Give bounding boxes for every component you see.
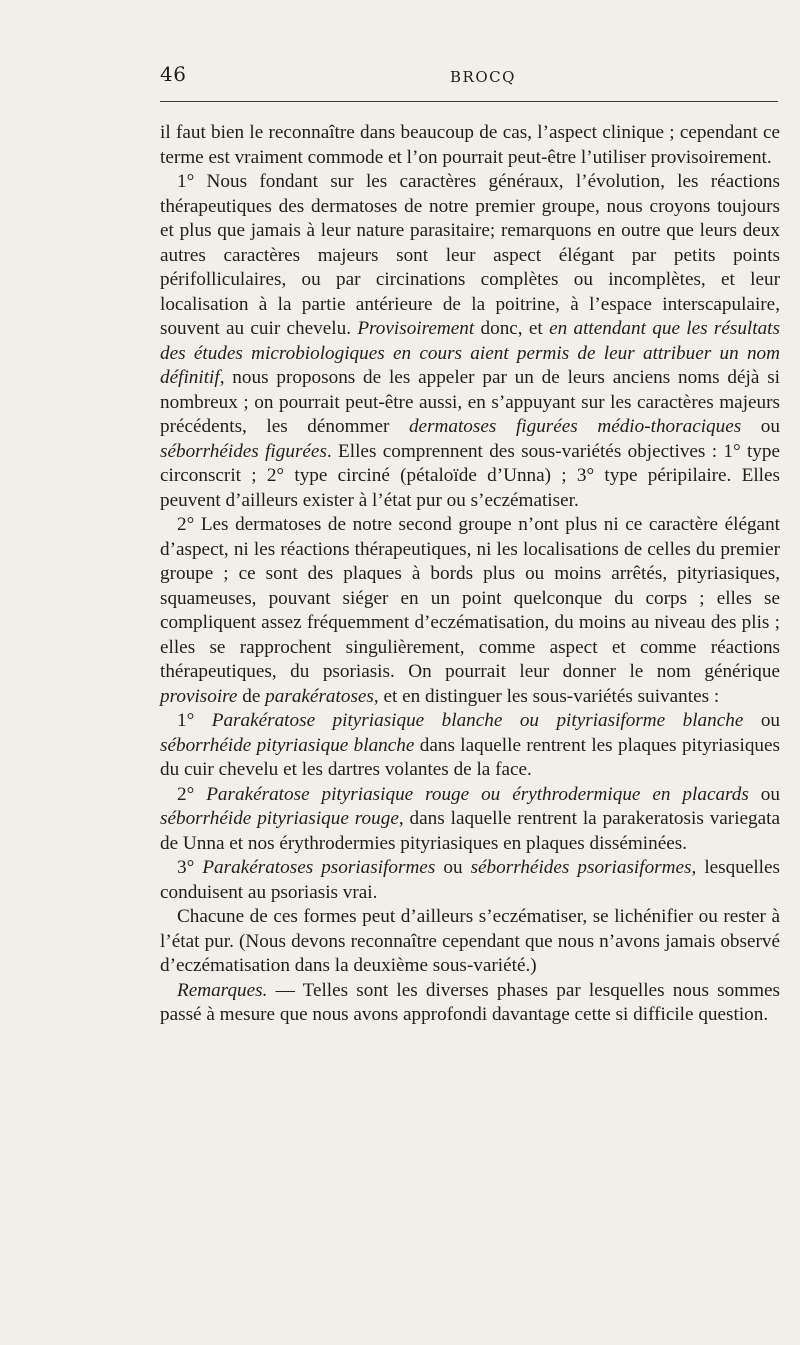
text-run: . Elles comprennent des sous-variétés objectives : 1° type circonscrit ; 2° type circiné (pétaloïde d’Unna) ; 3° type péripilaire. Elles peuvent d’ailleurs exister à l’état pur ou s’eczématiser. — [160, 440, 781, 511]
paragraph — [160, 905, 780, 979]
header-rule — [160, 101, 778, 102]
text-run: ou — [743, 710, 781, 731]
text-run: Chacune de ces formes peut d’ailleurs s’eczématiser, se lichénifier ou rester à l’état pur. (Nous devons reconnaître cependant que nous n’avons jamais observé d’eczématisation dans la deuxième sous-variété.) — [160, 906, 780, 976]
italic-text: séborrhéide pityriasique rouge — [160, 808, 399, 829]
text-run: , nous proposons de les appeler par un de leurs anciens noms déjà si nombreux ; on pourrait peut-être aussi, en s’appuyant sur les caractères majeurs précédents, les dénommer — [160, 367, 780, 437]
italic-text: provisoire — [160, 685, 238, 707]
running-head: BROCQ — [450, 68, 516, 86]
paragraph — [160, 513, 780, 709]
page-number: 46 — [160, 62, 187, 86]
italic-text: séborrhéides psoriasiformes — [470, 857, 692, 878]
paragraph — [160, 856, 780, 905]
italic-text: Remarques. — [177, 979, 268, 1001]
text-run: 2° — [177, 783, 207, 805]
paragraph — [160, 709, 780, 783]
paragraph — [160, 170, 780, 513]
text-run: 3° — [177, 857, 203, 878]
italic-text: séborrhéides figurées — [160, 440, 327, 462]
italic-text: en attendant que les résultats des études microbiologiques en cours aient permis de leur attribuer un nom définitif — [160, 318, 780, 388]
text-run: il faut bien le reconnaître dans beaucoup de cas, l’aspect clinique ; cependant ce terme est vraiment commode et l’on pourrait peut-être l’utiliser provisoirement. — [160, 122, 780, 168]
italic-text: Parakératose pityriasique rouge ou érythrodermique en placards — [206, 783, 749, 805]
page-header — [160, 62, 780, 102]
text-run: 1° — [177, 710, 212, 731]
text-run: , dans laquelle rentrent la parakeratosis variegata de Unna et nos érythrodermies pityriasiques en plaques disséminées. — [160, 808, 781, 854]
text-run: donc, et — [474, 318, 550, 339]
italic-text: parakératoses — [265, 685, 374, 707]
italic-text: Parakératoses psoriasiformes — [202, 857, 436, 878]
text-run: , lesquelles conduisent au psoriasis vrai. — [160, 857, 780, 903]
text-run: dans laquelle rentrent les plaques pityriasiques du cuir chevelu et les dartres volantes de la face. — [160, 734, 780, 780]
text-run: , et en distinguer les sous-variétés suivantes : — [373, 685, 720, 707]
text-run: ou — [748, 783, 780, 805]
italic-text: séborrhéide pityriasique blanche — [160, 734, 415, 756]
text-run: — Telles sont les diverses phases par lesquelles nous sommes passé à mesure que nous avons approfondi davantage cette si difficile question. — [160, 979, 780, 1025]
body-text — [160, 121, 780, 1028]
text-run: de — [237, 685, 266, 707]
text-run: ou — [741, 416, 780, 437]
italic-text: Parakératose pityriasique blanche ou pityriasiforme blanche — [211, 710, 744, 731]
italic-text: dermatoses figurées médio-thoraciques — [408, 416, 742, 437]
paragraph — [160, 979, 780, 1028]
text-run: 1° Nous fondant sur les caractères généraux, l’évolution, les réactions thérapeutiques des dermatoses de notre premier groupe, nous croyons toujours et plus que jamais à leur nature parasitaire; remarquons en outre que leurs deux autres caractères majeurs sont leur aspect élégant par petits points périfolliculaires, ou par circinations complètes ou incomplètes, et leur localisation à la partie antérieure de la poitrine, à l’espace interscapulaire, souvent au cuir chevelu. — [160, 171, 780, 339]
paragraph — [160, 783, 780, 857]
text-run: 2° Les dermatoses de notre second groupe n’ont plus ni ce caractère élégant d’aspect, ni les réactions thérapeutiques, ni les localisations de celles du premier groupe ; ce sont des plaques à bords plus ou moins arrêtés, pityriasiques, squameuses, pouvant siéger en un point quelconque du corps ; elles se compliquent assez fréquemment d’eczématisation, du moins au niveau des plis ; elles se rapprochent singulièrement, comme aspect et comme réactions thérapeutiques, du psoriasis. On pourrait leur donner le nom générique — [160, 514, 780, 682]
text-run: ou — [435, 857, 471, 878]
paragraph — [160, 121, 780, 170]
italic-text: Provisoirement — [357, 318, 475, 339]
